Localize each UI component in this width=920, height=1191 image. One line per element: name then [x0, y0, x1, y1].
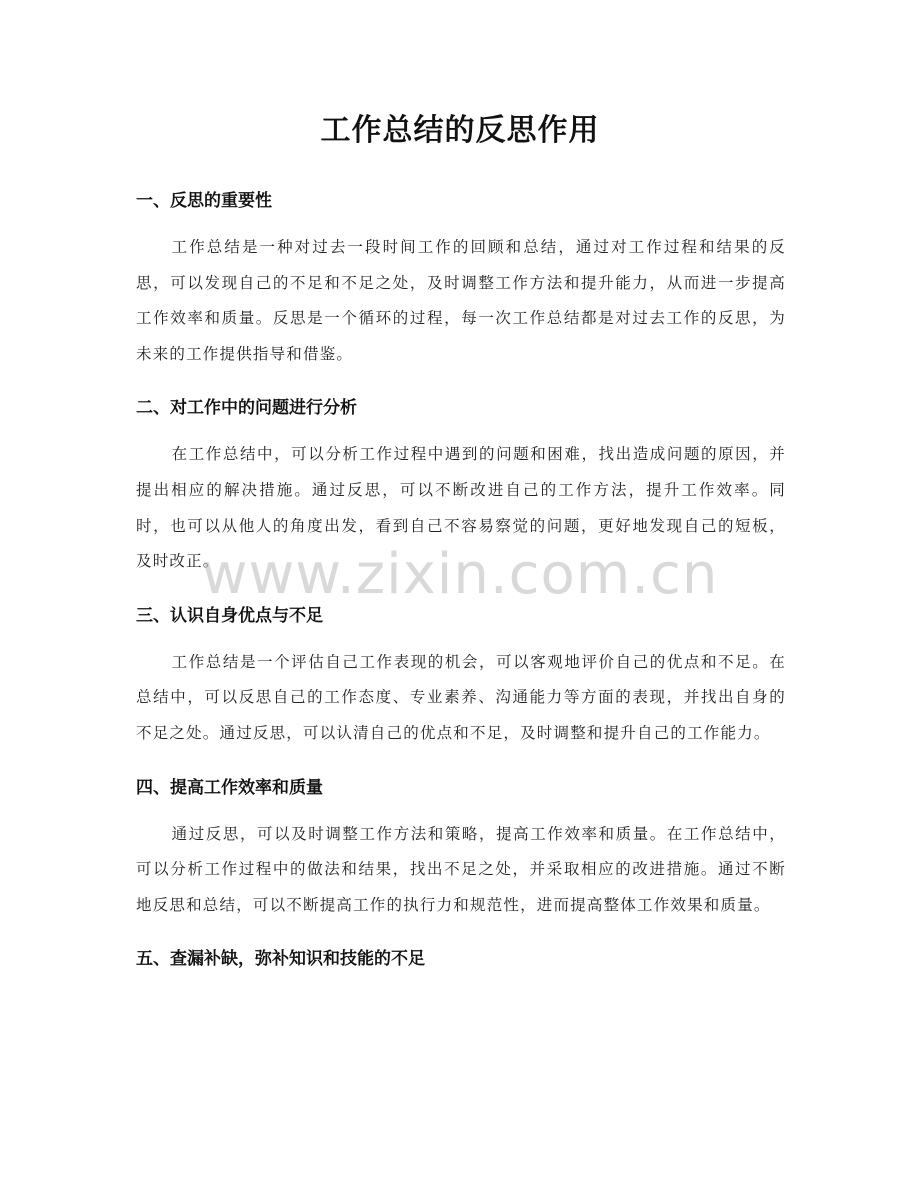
section-heading: 二、对工作中的问题进行分析 — [136, 398, 357, 419]
section-2 — [136, 389, 786, 579]
watermark-text: www.zixin.com.cn — [201, 542, 719, 607]
section-heading: 一、反思的重要性 — [136, 191, 272, 211]
section-heading: 三、认识自身优点与不足 — [136, 605, 323, 626]
page-title: 工作总结的反思作用 — [320, 113, 600, 148]
section-3 — [136, 597, 786, 752]
section-5 — [136, 940, 786, 978]
section-4 — [136, 769, 786, 924]
document-body — [136, 182, 786, 988]
section-paragraph: 通过反思，可以及时调整工作方法和策略，提高工作效率和质量。在工作总结中，可以分析工作过程中的做法和结果，找出不足之处，并采取相应的改进措施。通过不断地反思和总结，可以不断提高工作的执行力和规范性，进而提高整体工作效果和质量。 — [136, 824, 786, 914]
section-1 — [136, 182, 786, 372]
section-paragraph: 在工作总结中，可以分析工作过程中遇到的问题和困难，找出造成问题的原因，并提出相应的解决措施。通过反思，可以不断改进自己的工作方法，提升工作效率。同时，也可以从他人的角度出发，看到自己不容易察觉的问题，更好地发现自己的短板，及时改正。 — [136, 445, 786, 571]
section-heading: 四、提高工作效率和质量 — [136, 777, 323, 798]
section-paragraph: 工作总结是一个评估自己工作表现的机会，可以客观地评价自己的优点和不足。在总结中，可以反思自己的工作态度、专业素养、沟通能力等方面的表现，并找出自身的不足之处。通过反思，可以认清自己的优点和不足，及时调整和提升自己的工作能力。 — [136, 652, 786, 742]
section-heading: 五、查漏补缺，弥补知识和技能的不足 — [136, 949, 425, 970]
section-paragraph: 工作总结是一种对过去一段时间工作的回顾和总结，通过对工作过程和结果的反思，可以发现自己的不足和不足之处，及时调整工作方法和提升能力，从而进一步提高工作效率和质量。反思是一个循环的过程，每一次工作总结都是对过去工作的反思，为未来的工作提供指导和借鉴。 — [136, 238, 786, 363]
